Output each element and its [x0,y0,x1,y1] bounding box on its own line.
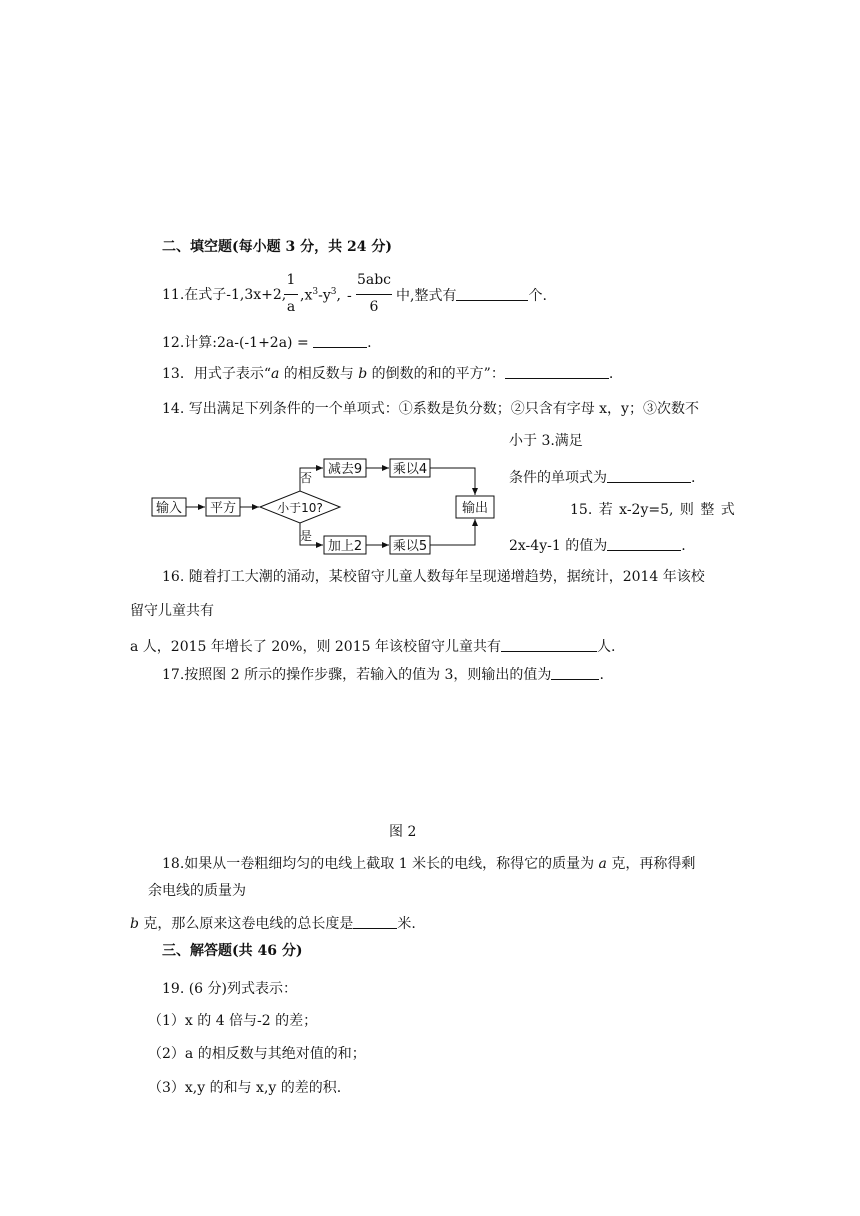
flow-output-label: 输出 [461,501,489,516]
figure-caption: 图 2 [389,824,417,840]
flowchart [148,456,508,556]
q11-prefix: 11.在式子-1,3x+2, [162,287,287,303]
q11-frac2-denominator: 6 [369,299,379,315]
q11-powers [300,288,341,303]
q14-end: . [691,470,696,486]
question-15-line1: 15. 若 x-2y=5, 则 整 式 [570,502,735,518]
flow-add2-label: 加上2 [327,539,363,554]
question-12 [162,335,372,350]
q15-end: . [681,538,686,554]
q13-part3: 的倒数的和的平方”： [367,366,505,382]
q11-frac2-numerator: 5abc [356,272,392,288]
flow-decision-label: 小于10? [277,501,323,515]
q11-exp2: 3 [330,287,337,297]
arrow [430,519,475,545]
answer-blank[interactable] [607,470,691,483]
q18-end: 米. [397,916,416,932]
flow-mul5-label: 乘以5 [392,539,428,554]
question-14-line3 [509,470,695,485]
q18-var-b: b [130,916,139,932]
question-18-line2: 余电线的质量为 [148,883,246,899]
question-13 [162,366,613,381]
q18-line1b: 克，再称得剩 [606,856,696,872]
q11-suffix-text: 中,整式有 [396,288,457,304]
q12-end: . [367,335,372,351]
q13-part1: 13．用式子表示“ [162,366,271,382]
q11-mid-c: , [336,287,341,304]
section-3-heading: 三、解答题(共 46 分) [162,943,303,959]
arrow [430,468,475,495]
q11-frac1-numerator: 1 [286,272,296,288]
flow-square-label: 平方 [209,501,237,516]
q13-var-a: a [270,366,280,382]
answer-blank[interactable] [501,639,597,652]
question-19-item-3: （3）x,y 的和与 x,y 的差的积. [148,1080,342,1096]
q13-part2: 的相反数与 [279,366,359,382]
section-2-heading: 二、填空题(每小题 3 分，共 24 分) [162,239,392,255]
question-16-line3 [130,639,615,654]
q11-exp1: 3 [312,287,319,297]
q17-end: . [599,667,604,683]
question-19-item-2: （2）a 的相反数与其绝对值的和； [148,1046,366,1062]
q12-text: 12.计算:2a-(-1+2a) = [162,335,309,351]
q11-negative-sign: - [347,288,352,304]
answer-blank[interactable] [353,916,397,929]
q16-end: 人. [596,639,616,655]
fraction-bar [284,294,298,295]
question-15-line2 [509,538,686,553]
q15-line2-text: 2x-4y-1 的值为 [509,538,608,554]
answer-blank[interactable] [551,667,599,680]
answer-blank[interactable] [456,288,528,301]
flow-sub9-label: 减去9 [327,462,363,477]
q11-mid-a: ,x [300,287,313,304]
q18-line3-text: 克，那么原来这卷电线的总长度是 [138,916,354,932]
q18-var-a: a [598,856,607,872]
q13-var-b: b [358,366,368,382]
q11-frac1-denominator: a [286,299,296,315]
question-19-title: 19. (6 分)列式表示： [162,981,297,997]
answer-blank[interactable] [313,335,367,348]
flow-no-label: 否 [299,471,313,485]
flow-mul4-label: 乘以4 [392,462,428,477]
flow-input-label: 输入 [155,501,183,516]
q11-end: 个. [528,288,547,304]
q11-mid-b: -y [318,287,331,304]
q13-end: . [608,366,614,382]
q17-text: 17.按照图 2 所示的操作步骤，若输入的值为 3，则输出的值为 [162,667,552,683]
question-19-item-1: （1）x 的 4 倍与-2 的差； [148,1013,318,1029]
q14-line3-text: 条件的单项式为 [509,470,607,486]
question-14-line1: 14. 写出满足下列条件的一个单项式：①系数是负分数；②只含有字母 x，y；③次数不 [162,401,699,417]
question-16-line1: 16. 随着打工大潮的涌动，某校留守儿童人数每年呈现递增趋势，据统计，2014 年该校 [162,569,705,585]
question-17 [162,667,604,682]
question-18-line3 [130,916,416,931]
question-18-line1 [162,857,695,871]
fraction-bar [356,294,392,295]
answer-blank[interactable] [505,366,609,379]
q18-line1a: 18.如果从一卷粗细均匀的电线上截取 1 米长的电线，称得它的质量为 [162,856,599,872]
question-16-line2: 留守儿童共有 [130,603,214,619]
flow-yes-label: 是 [299,529,313,543]
question-14-line2: 小于 3.满足 [509,433,583,449]
q11-suffix [396,288,547,303]
answer-blank[interactable] [607,538,681,551]
q16-line3-text: a 人，2015 年增长了 20%，则 2015 年该校留守儿童共有 [130,639,501,655]
